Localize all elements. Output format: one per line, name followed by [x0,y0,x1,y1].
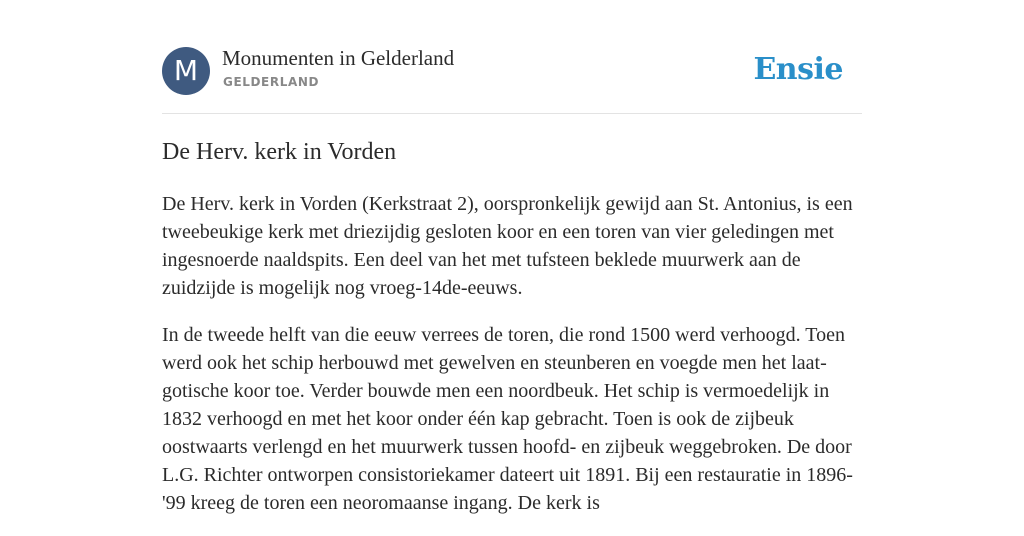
article-paragraph: In de tweede helft van die eeuw verrees de toren, die rond 1500 werd verhoogd. Toen werd ook het schip herbouwd met gewelven en steunberen en voegde men het laat-gotische koor toe. Verder bouwde men een noordbeuk. Het schip is vermoedelijk in 1832 verhoogd en met het koor onder één kap gebracht. Toen is ook de zijbeuk oostwaarts verlengd en het muurwerk tussen hoofd- en zijbeuk weggebroken. De door L.G. Richter ontworpen consistoriekamer dateert uit 1891. Bij een restauratie in 1896-'99 kreeg de toren een neoromaanse ingang. De kerk is [162,324,853,514]
site-category-link[interactable]: GELDERLAND [223,75,320,89]
article-paragraph: De Herv. kerk in Vorden (Kerkstraat 2), oorspronkelijk gewijd aan St. Antonius, is een tweebeukige kerk met driezijdig gesloten koor en een toren van vier geledingen met ingesnoerde naaldspits. Een deel van het met tufsteen beklede muurwerk aan de zuidzijde is mogelijk nog vroeg-14de-eeuws. [162,193,853,299]
article-body [162,190,862,536]
site-header [162,0,862,114]
site-title-link[interactable]: Monumenten in Gelderland [222,46,455,70]
page-container [162,0,862,514]
brand-logo[interactable]: Ensie [753,52,843,87]
site-avatar[interactable]: M [162,47,210,95]
article-title: De Herv. kerk in Vorden [162,139,397,165]
